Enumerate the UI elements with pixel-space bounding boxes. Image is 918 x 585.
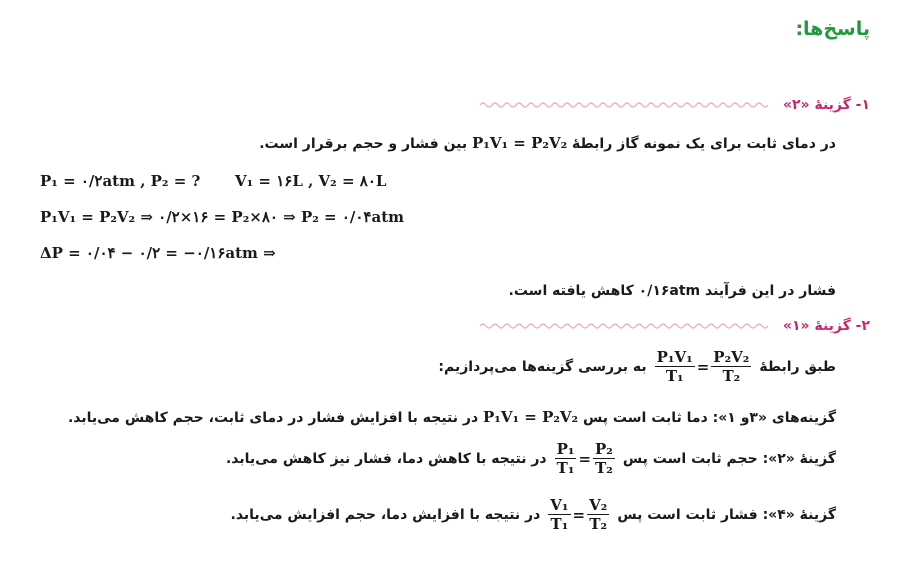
option-3-1-before: گزینه‌های «۳و ۱»: دما ثابت است پس	[583, 410, 836, 426]
o4-left-numerator: V₁	[550, 496, 569, 514]
q1-intro-after: بین فشار و حجم برقرار است.	[259, 136, 468, 152]
option-4-explanation	[231, 497, 836, 532]
o2-left-denominator: T₁	[556, 459, 575, 477]
option-4-after: در نتیجه با افزایش دما، حجم افزایش می‌یابد.	[230, 506, 541, 523]
wavy-divider-2	[480, 322, 772, 330]
o2-right-denominator: T₂	[595, 459, 613, 477]
option-2-formula: $\frac{\text{P₁}}{\text{T₁}}$ = $\frac{\text{P₂}}{\text{T₂}}$	[556, 440, 613, 477]
q1-intro	[259, 134, 836, 152]
q2-intro	[438, 349, 836, 384]
boyle-formula: P₁V₁ = P₂V₂	[472, 134, 568, 152]
wavy-divider-1	[480, 101, 772, 109]
option-4-before: گزینهٔ «۴»: فشار ثابت است پس	[617, 506, 836, 523]
o2-left-numerator: P₁	[556, 440, 575, 458]
q1-intro-before: در دمای ثابت برای یک نمونه گاز رابطهٔ	[572, 136, 836, 152]
option-2-before: گزینهٔ «۲»: حجم ثابت است پس	[622, 450, 836, 467]
q2-intro-after: به بررسی گزینه‌ها می‌پردازیم:	[438, 358, 647, 375]
pressure-calculation: P₁V₁ = P₂V₂ ⇒ ۰/۲×۱۶ = P₂×۸۰ ⇒ P₂ = ۰/۰۴atm	[40, 208, 404, 226]
o4-right-denominator: T₂	[589, 515, 608, 533]
o2-right-numerator: P₂	[595, 440, 613, 458]
question-1-heading: ۱- گزینهٔ «۲»	[782, 97, 870, 113]
option-2-explanation	[226, 441, 836, 476]
o4-right-numerator: V₂	[589, 496, 608, 514]
option-3-1-formula: P₁V₁ = P₂V₂	[483, 408, 579, 426]
combined-gas-law: $\frac{\text{P₁V₁}}{\text{T₁}}$ = $\frac{\text{P₂V₂}}{\text{T₂}}$	[656, 348, 750, 385]
given-volumes: V₁ = ۱۶L , V₂ = ۸۰L	[235, 172, 387, 190]
answers-title: پاسخ‌ها:	[795, 18, 870, 40]
law-left-denominator: T₁	[665, 367, 684, 385]
law-right-numerator: P₂V₂	[713, 348, 750, 366]
delta-pressure: ΔP = ۰/۰۴ − ۰/۲ = −۰/۱۶atm ⇒	[40, 244, 276, 262]
option-2-after: در نتیجه با کاهش دما، فشار نیز کاهش می‌یابد.	[225, 450, 547, 467]
option-4-formula: $\frac{\text{V₁}}{\text{T₁}}$ = $\frac{\text{V₂}}{\text{T₂}}$	[550, 496, 608, 533]
q1-conclusion: فشار در این فرآیند ۰/۱۶atm کاهش یافته است.	[508, 283, 836, 299]
option-3-1-explanation	[68, 408, 836, 426]
law-left-numerator: P₁V₁	[656, 348, 693, 366]
question-2-heading: ۲- گزینهٔ «۱»	[782, 318, 870, 334]
o4-left-denominator: T₁	[550, 515, 569, 533]
option-3-1-after: در نتیجه با افزایش فشار در دمای ثابت، حجم کاهش می‌یابد.	[67, 410, 479, 426]
given-pressures: P₁ = ۰/۲atm , P₂ = ?	[40, 172, 201, 190]
law-right-denominator: T₂	[722, 367, 741, 385]
q2-intro-before: طبق رابطهٔ	[759, 358, 836, 375]
